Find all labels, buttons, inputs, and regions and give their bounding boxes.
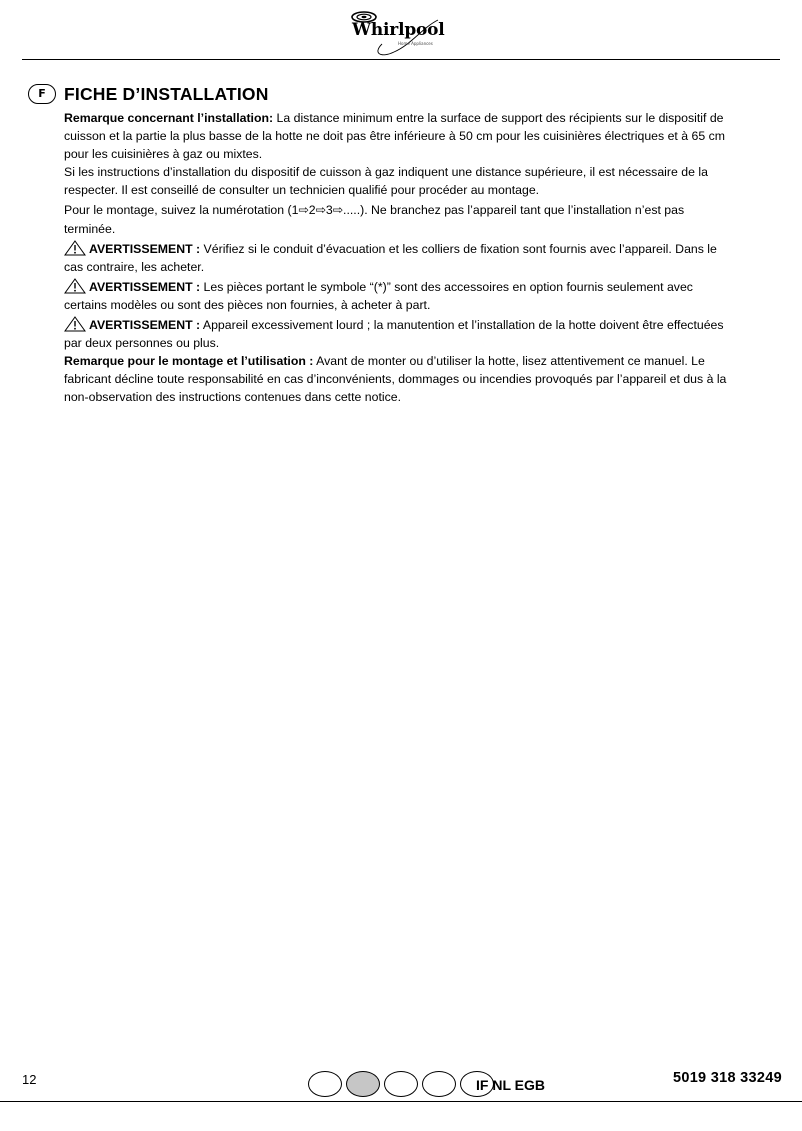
- note-installation-heading: Remarque concernant l’installation:: [64, 111, 274, 125]
- note-usage-heading: Remarque pour le montage et l’utilisation :: [64, 354, 314, 369]
- language-bubble: [384, 1071, 418, 1097]
- numbering-instructions: Pour le montage, suivez la numérotation (1⇨2⇨3⇨.....). Ne branchez pas l’appareil tant que l’installation n’est pas terminée.: [64, 203, 685, 236]
- warning-optional-parts-body: Les pièces portant le symbole “(*)” sont des accessoires en option fournis seulement avec certains modèles ou sont des pièces non fournies, à acheter à part.: [64, 279, 693, 312]
- logo-tagline: Home Appliances: [398, 41, 433, 46]
- note-usage: [64, 352, 734, 406]
- warning-heavy: [64, 316, 734, 352]
- warning-duct: [64, 240, 734, 276]
- page-title: FICHE D’INSTALLATION: [64, 84, 269, 104]
- header-rule: [22, 59, 780, 60]
- note-installation: [64, 109, 734, 163]
- installation-text: [64, 109, 734, 407]
- whirlpool-logo: [342, 8, 452, 58]
- page-number: 12: [22, 1072, 37, 1087]
- language-badge: F: [28, 84, 56, 104]
- warning-heavy-heading: AVERTISSEMENT :: [89, 318, 201, 333]
- document-code: 5019 318 33249: [672, 1070, 782, 1086]
- warning-triangle-icon: [64, 278, 86, 294]
- warning-optional-parts-heading: AVERTISSEMENT :: [89, 279, 201, 294]
- note-usage-body: Avant de monter ou d’utiliser la hotte, lisez attentivement ce manuel. Le fabricant décline toute responsabilité en cas d’inconvénients, dommages ou incendies provoqués par l’appareil et dus à la non-observation des instructions contenues dans cette notice.: [64, 354, 727, 405]
- warning-optional-parts: [64, 278, 734, 314]
- language-bubble: [308, 1071, 342, 1097]
- warning-triangle-icon: [64, 240, 86, 256]
- language-codes: IF NL EGB: [476, 1077, 545, 1093]
- warning-triangle-icon: [64, 316, 86, 332]
- note-installation-body: La distance minimum entre la surface de support des récipients sur le dispositif de cuisson et la partie la plus basse de la hotte ne doit pas être inférieure à 50 cm pour les cuisinières électriques et à 65 cm pour les cuisinières à gaz ou mixtes.: [64, 111, 725, 162]
- warning-heavy-body: Appareil excessivement lourd ; la manutention et l’installation de la hotte doivent être effectuées par deux personnes ou plus.: [64, 318, 724, 351]
- logo-wordmark: Whirlpool: [352, 20, 445, 40]
- footer-rule: [0, 1101, 802, 1102]
- warning-duct-heading: AVERTISSEMENT :: [89, 241, 201, 256]
- warning-duct-body: Vérifiez si le conduit d’évacuation et les colliers de fixation sont fournis avec l’appareil. Dans le cas contraire, les acheter.: [64, 241, 717, 274]
- gas-instructions: Si les instructions d’installation du dispositif de cuisson à gaz indiquent une distance supérieure, il est nécessaire de la respecter. Il est conseillé de consulter un technicien qualifié pour procéder au montage.: [64, 165, 708, 198]
- language-bubble: [422, 1071, 456, 1097]
- language-bubble-active: [346, 1071, 380, 1097]
